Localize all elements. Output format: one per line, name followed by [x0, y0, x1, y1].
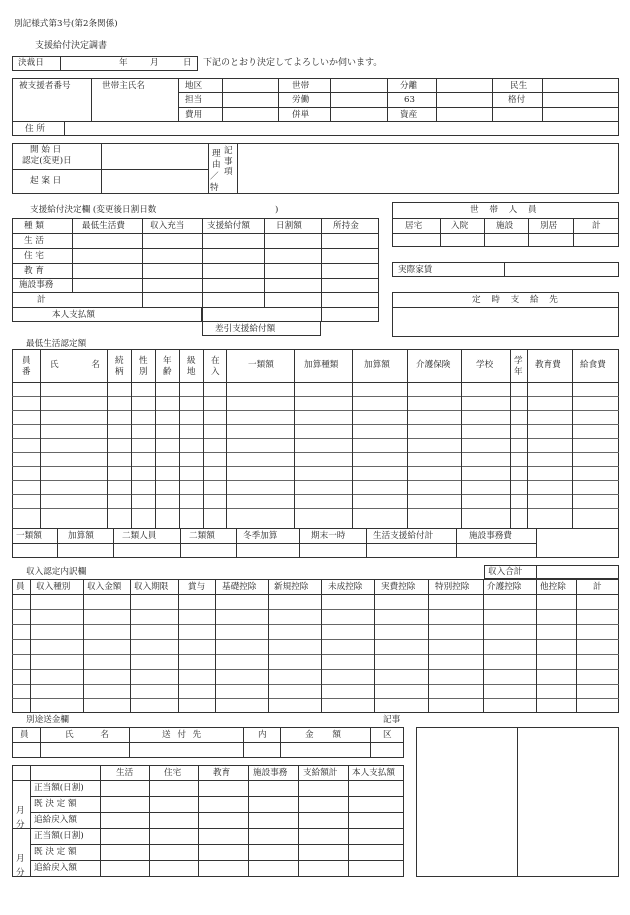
decision-close-paren: ): [275, 205, 279, 215]
household-members-title: 世 帯 人 員: [470, 205, 541, 215]
sum-year-end: 期末一時: [311, 531, 346, 541]
col-facility: 施設: [496, 221, 514, 231]
col-sex: 性別: [139, 356, 148, 377]
income-col-care-deduction: 介護控除: [487, 582, 522, 592]
col-school: 学校: [476, 360, 494, 370]
day-label: 日: [183, 58, 192, 68]
income-col-member: 員: [16, 582, 25, 592]
monthly-col-education: 教育: [213, 768, 231, 778]
col-care-insurance: 介護保険: [416, 360, 451, 370]
income-col-basic-deduction: 基礎控除: [222, 582, 257, 592]
col-separate: 別居: [540, 221, 558, 231]
col-school-year: 学年: [514, 356, 523, 377]
reason-label: 理由: [212, 149, 221, 170]
income-col-period: 収入期限: [134, 582, 169, 592]
col-type: 種 類: [24, 221, 44, 231]
year-label: 年: [119, 58, 128, 68]
in-charge-label: 担当: [185, 95, 203, 105]
remit-col-category: 区: [383, 730, 392, 740]
sum-class2-members: 二類人員: [122, 531, 157, 541]
separation-label: 分離: [400, 81, 418, 91]
remit-col-destination: 送 付 先: [162, 730, 204, 740]
monthly-row-proper-2: 正当額(日割): [34, 831, 84, 841]
concurrent-label: 併単: [292, 110, 310, 120]
grade-label: 格付: [508, 95, 526, 105]
col-income-alloc: 収入充当: [150, 221, 185, 231]
sum-facility-cost: 施設事務費: [469, 531, 512, 541]
sum-winter: 冬季加算: [243, 531, 278, 541]
col-in-home: 在入: [211, 356, 220, 377]
payee-title: 定 時 支 給 先: [472, 295, 562, 305]
form-number: 別記様式第3号(第2条関係): [14, 19, 118, 29]
month-label: 月: [150, 58, 159, 68]
recipient-number-label: 被支援者番号: [19, 81, 71, 91]
income-col-type: 収入種別: [36, 582, 71, 592]
income-section-title: 収入認定内訳欄: [26, 567, 87, 577]
col-hospital: 入院: [451, 221, 469, 231]
monthly-row-additional-1: 追給戻入額: [34, 815, 77, 825]
labor-label: 労働: [292, 95, 310, 105]
income-col-amount: 収入金額: [87, 582, 122, 592]
monthly-row-additional-2: 追給戻入額: [34, 863, 77, 873]
income-col-special-deduction: 特別控除: [435, 582, 470, 592]
col-class1: 一類額: [248, 360, 274, 370]
row-total: 計: [37, 295, 46, 305]
col-addition-amount: 加算額: [364, 360, 390, 370]
income-table: [12, 579, 619, 713]
col-addition-type: 加算種類: [304, 360, 339, 370]
month-label-1: 月分: [16, 806, 25, 830]
col-member-no: 員番: [22, 356, 31, 377]
remittance-notes-label: 記事: [383, 715, 401, 725]
income-col-new-deduction: 新規控除: [274, 582, 309, 592]
remit-col-amount: 金 額: [305, 730, 341, 740]
monthly-col-living: 生活: [116, 768, 134, 778]
monthly-col-housing: 住宅: [164, 768, 182, 778]
monthly-row-proper-1: 正当額(日割): [34, 783, 84, 793]
special-label: ／特: [210, 172, 219, 193]
sum-class1: 一類額: [16, 531, 42, 541]
difference-label: 差引支援給付額: [215, 324, 276, 334]
minimum-living-title: 最低生活認定額: [26, 339, 87, 349]
code-63: 63: [404, 95, 415, 105]
income-total-label: 収入合計: [488, 567, 523, 577]
col-relation: 続柄: [115, 356, 124, 377]
col-support-amount: 支援給付額: [207, 221, 250, 231]
household-label: 世帯: [292, 81, 310, 91]
actual-rent-label: 実際家賃: [398, 265, 433, 275]
col-age: 年齢: [163, 356, 172, 377]
col-min-living: 最低生活費: [82, 221, 125, 231]
col-member-name: 氏 名: [50, 360, 100, 370]
month-label-2: 月分: [16, 854, 25, 878]
income-col-total: 計: [593, 582, 602, 592]
col-education-cost: 教育費: [535, 360, 561, 370]
sum-living-support-total: 生活支援給付計: [373, 531, 434, 541]
cost-label: 費用: [185, 110, 203, 120]
row-housing: 住 宅: [24, 251, 44, 261]
monthly-row-decided-2: 既 決 定 額: [34, 847, 77, 857]
remit-col-inner: 内: [258, 730, 267, 740]
col-home: 居宅: [405, 221, 423, 231]
approval-text: 下記のとおり決定してよろしいか伺います。: [203, 58, 383, 68]
row-facility: 施設事務: [19, 280, 54, 290]
decision-section-title: 支援給付決定欄 (変更後日割日数: [30, 205, 157, 215]
remit-col-member: 員: [20, 730, 29, 740]
notes-label: 記事: [224, 146, 233, 167]
income-col-minor-deduction: 未成控除: [328, 582, 363, 592]
income-col-actual-deduction: 実費控除: [381, 582, 416, 592]
row-living: 生 活: [24, 236, 44, 246]
monthly-col-self-payment: 本人支払額: [352, 768, 395, 778]
monthly-col-payment-total: 支給額計: [303, 768, 338, 778]
sum-addition: 加算額: [68, 531, 94, 541]
approval-change-date-label: 認定(変更)日: [22, 156, 72, 166]
start-date-label: 開 始 日: [30, 145, 62, 155]
row-education: 教 育: [24, 266, 44, 276]
self-payment-label: 本人支払額: [52, 310, 95, 320]
item-label: 項: [224, 167, 233, 177]
col-grade-area: 級地: [187, 356, 196, 377]
address-label: 住 所: [25, 124, 45, 134]
income-col-other-deduction: 他控除: [540, 582, 566, 592]
decision-date-label: 決裁日: [18, 58, 44, 68]
col-meal-cost: 給食費: [580, 360, 606, 370]
remittance-section-title: 別途送金欄: [26, 715, 69, 725]
welfare-officer-label: 民生: [510, 81, 528, 91]
head-name-label: 世帯主氏名: [102, 81, 145, 91]
district-label: 地区: [185, 81, 203, 91]
col-members-total: 計: [592, 221, 601, 231]
remit-col-name: 氏 名: [65, 730, 109, 740]
assets-label: 資産: [400, 110, 418, 120]
col-daily-amount: 日割額: [276, 221, 302, 231]
income-col-bonus: 賞与: [188, 582, 206, 592]
sum-class2: 二類額: [189, 531, 215, 541]
form-title: 支援給付決定調書: [35, 41, 108, 51]
draft-date-label: 起 案 日: [30, 176, 62, 186]
col-cash-on-hand: 所持金: [333, 221, 359, 231]
monthly-row-decided-1: 既 決 定 額: [34, 799, 77, 809]
monthly-col-facility: 施設事務: [253, 768, 288, 778]
